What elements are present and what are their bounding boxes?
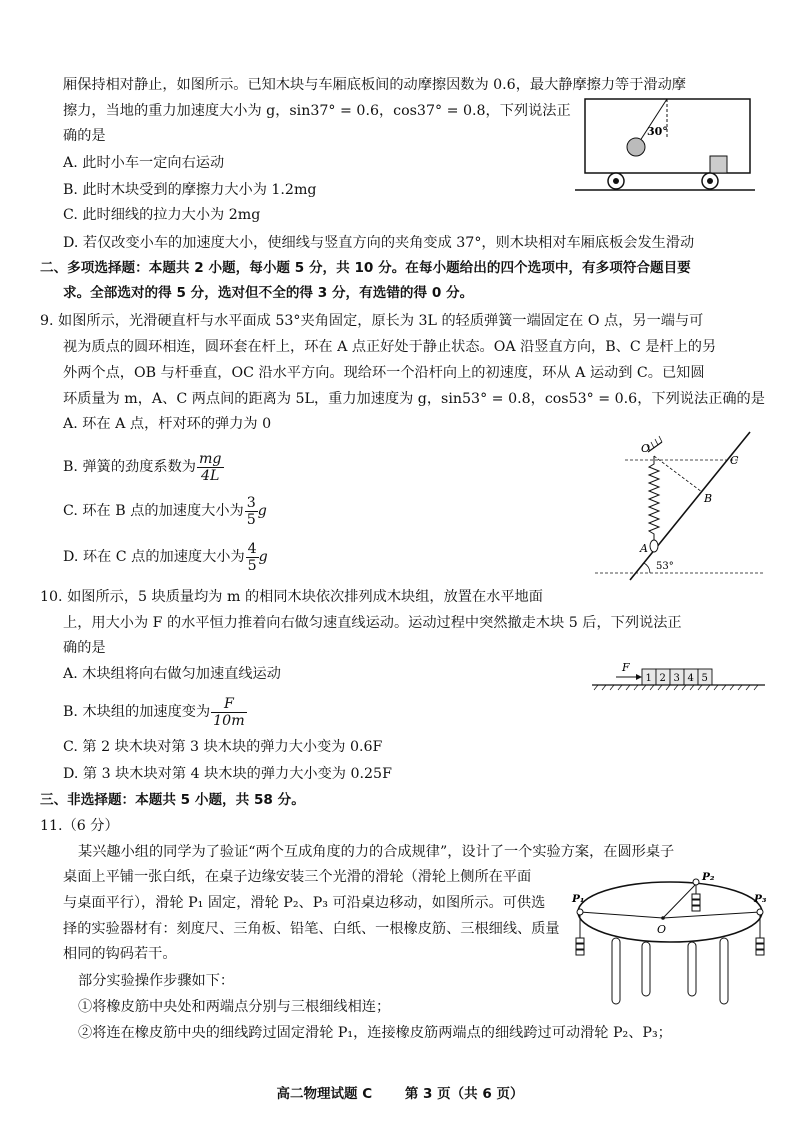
q10-option-b bbox=[63, 692, 247, 732]
q10-stem-line-1: 10. 如图所示，5 块质量均为 m 的相同木块依次排列成木块组，放置在水平地面 bbox=[40, 589, 543, 605]
hook-weight bbox=[576, 950, 584, 955]
q10-force-label: F bbox=[622, 661, 630, 674]
q8-option-a: A. 此时小车一定向右运动 bbox=[63, 155, 225, 171]
block-number: 1 bbox=[645, 673, 652, 684]
q9-option-d bbox=[63, 537, 268, 577]
table-top bbox=[578, 882, 762, 942]
q9-rod-spring-figure bbox=[590, 430, 770, 585]
q9-label-c: C bbox=[730, 454, 739, 467]
q11-line-8: ②将连在橡皮筋中央的细线跨过固定滑轮 P₁，连接橡皮筋两端点的细线跨过可动滑轮 P₂、P₃； bbox=[78, 1025, 672, 1041]
hook-weight bbox=[756, 950, 764, 955]
node-o bbox=[661, 916, 665, 920]
table-leg bbox=[642, 942, 650, 996]
q10-stem-line-2: 上，用大小为 F 的水平恒力推着向右做匀速直线运动。运动过程中突然撤走木块 5 后，下列说法正 bbox=[63, 615, 682, 631]
footer-page-number: 第 3 页（共 6 页） bbox=[404, 1086, 524, 1102]
q11-line-1: 某兴趣小组的同学为了验证“两个互成角度的力的合成规律”，设计了一个实验方案，在圆形桌子 bbox=[78, 844, 675, 860]
q10-blocks-figure bbox=[590, 660, 770, 694]
fraction-numerator: F bbox=[211, 696, 247, 713]
line-ob-dashed bbox=[654, 456, 702, 492]
q11-table-figure bbox=[570, 862, 770, 1010]
angle-arc bbox=[644, 563, 650, 573]
section-2-title-line-2: 求。全部选对的得 5 分，选对但不全的得 3 分，有选错的得 0 分。 bbox=[63, 285, 474, 301]
section-3-title: 三、非选择题：本题共 5 小题，共 58 分。 bbox=[40, 792, 305, 808]
fraction-denominator: 5 bbox=[246, 511, 256, 528]
q11-line-4: 择的实验器材有：刻度尺、三角板、铅笔、白纸、一根橡皮筋、三根细线、质量 bbox=[63, 921, 560, 937]
q8-cart-figure bbox=[570, 95, 760, 205]
q11-line-2: 桌面上平铺一张白纸，在桌子边缘安装三个光滑的滑轮（滑轮上侧所在平面 bbox=[63, 869, 532, 885]
table-leg bbox=[720, 938, 728, 1004]
pendulum-ball bbox=[627, 138, 645, 156]
hook-weight bbox=[692, 900, 700, 905]
q8-stem-line-3: 确的是 bbox=[63, 128, 106, 144]
q9-option-a: A. 环在 A 点，杆对环的弹力为 0 bbox=[63, 416, 272, 432]
fraction-denominator: 10m bbox=[213, 712, 245, 729]
q9-option-d-text: D. 环在 C 点的加速度大小为 bbox=[63, 549, 245, 565]
q9-option-b bbox=[63, 447, 224, 487]
q10-option-a: A. 木块组将向右做匀加速直线运动 bbox=[63, 666, 281, 682]
hook-weight bbox=[576, 944, 584, 949]
q11-line-6: 部分实验操作步骤如下： bbox=[78, 973, 235, 989]
q9-stem-line-4: 环质量为 m，A、C 两点间的距离为 5L，重力加速度为 g，sin53° = 0.8，cos53° = 0.6，下列说法正确的是 bbox=[63, 391, 765, 407]
block-number: 4 bbox=[687, 673, 694, 684]
q10-option-c: C. 第 2 块木块对第 3 块木块的弹力大小变为 0.6F bbox=[63, 739, 383, 755]
fraction-numerator: 4 bbox=[247, 540, 257, 557]
hook-weight bbox=[692, 906, 700, 911]
q9-option-d-unit: g bbox=[258, 549, 268, 565]
q11-label-o: O bbox=[657, 923, 667, 936]
q9-option-b-text: B. 弹簧的劲度系数为 bbox=[63, 459, 196, 475]
page-footer bbox=[0, 1082, 800, 1102]
q8-option-b: B. 此时木块受到的摩擦力大小为 1.2mg bbox=[63, 182, 317, 198]
q10-stem-line-3: 确的是 bbox=[63, 640, 106, 656]
q8-angle-label: 30° bbox=[647, 125, 668, 138]
fraction-numerator: mg bbox=[198, 450, 222, 467]
ring bbox=[650, 540, 658, 552]
q9-label-o: O bbox=[641, 442, 651, 455]
table-leg bbox=[688, 942, 696, 996]
hook-weight bbox=[576, 938, 584, 943]
q9-option-d-fraction bbox=[246, 541, 259, 574]
fraction-denominator: 4L bbox=[201, 467, 220, 484]
q9-option-c-text: C. 环在 B 点的加速度大小为 bbox=[63, 503, 244, 519]
hook-weight bbox=[692, 894, 700, 899]
q9-option-c bbox=[63, 491, 267, 531]
q10-option-d: D. 第 3 块木块对第 4 块木块的弹力大小变为 0.25F bbox=[63, 766, 392, 782]
footer-title: 高二物理试题 C bbox=[276, 1086, 373, 1102]
q11-line-3: 与桌面平行），滑轮 P₁ 固定，滑轮 P₂、P₃ 可沿桌边移动，如图所示。可供选 bbox=[63, 895, 546, 911]
q8-stem-line-2: 擦力，当地的重力加速度大小为 g，sin37° = 0.6，cos37° = 0.8，下列说法正 bbox=[63, 103, 571, 119]
section-2-title-line-1: 二、多项选择题：本题共 2 小题，每小题 5 分，共 10 分。在每小题给出的四个选项中，有多项符合题目要 bbox=[40, 260, 691, 276]
q11-label-p2: P₂ bbox=[702, 871, 715, 883]
q9-option-b-fraction bbox=[197, 451, 224, 484]
q11-header: 11.（6 分） bbox=[40, 818, 119, 834]
pulley-p3 bbox=[757, 909, 763, 915]
spring bbox=[649, 456, 659, 542]
block-number: 2 bbox=[659, 673, 666, 684]
q9-option-c-unit: g bbox=[257, 503, 267, 519]
q9-stem-line-3: 外两个点，OB 与杆垂直，OC 沿水平方向。现给环一个沿杆向上的初速度，环从 A 运动到 C。已知圆 bbox=[63, 365, 705, 381]
pulley-p2 bbox=[693, 879, 699, 885]
q11-line-5: 相同的钩码若干。 bbox=[63, 946, 177, 962]
table-leg bbox=[612, 938, 620, 1004]
q9-option-c-fraction bbox=[245, 495, 258, 528]
q10-option-b-fraction bbox=[211, 696, 247, 729]
q11-label-p3: P₃ bbox=[754, 893, 767, 905]
block-number: 5 bbox=[701, 673, 708, 684]
hook-weight bbox=[756, 944, 764, 949]
block-number: 3 bbox=[673, 673, 680, 684]
q8-option-d: D. 若仅改变小车的加速度大小，使细线与竖直方向的夹角变成 37°，则木块相对车厢底板会发生滑动 bbox=[63, 235, 695, 251]
hook-weight bbox=[756, 938, 764, 943]
q10-option-b-text: B. 木块组的加速度变为 bbox=[63, 704, 211, 720]
q9-stem-line-1: 9. 如图所示，光滑硬直杆与水平面成 53°夹角固定，原长为 3L 的轻质弹簧一端固定在 O 点，另一端与可 bbox=[40, 313, 704, 329]
q11-line-7: ①将橡皮筋中央处和两端点分别与三根细线相连； bbox=[78, 999, 391, 1015]
fraction-denominator: 5 bbox=[247, 557, 257, 574]
q9-label-b: B bbox=[704, 492, 713, 505]
q9-label-a: A bbox=[640, 542, 648, 555]
q8-stem-line-1: 厢保持相对静止，如图所示。已知木块与车厢底板间的动摩擦因数为 0.6，最大静摩擦力等于滑动摩 bbox=[63, 77, 686, 93]
block-row bbox=[642, 669, 712, 685]
pulley-p1 bbox=[577, 909, 583, 915]
q11-label-p1: P₁ bbox=[572, 893, 585, 905]
q8-option-c: C. 此时细线的拉力大小为 2mg bbox=[63, 207, 261, 223]
fraction-numerator: 3 bbox=[246, 494, 256, 511]
q9-angle-label: 53° bbox=[656, 561, 674, 572]
wooden-block bbox=[710, 156, 727, 173]
q9-stem-line-2: 视为质点的圆环相连，圆环套在杆上，环在 A 点正好处于静止状态。OA 沿竖直方向，B、C 是杆上的另 bbox=[63, 339, 717, 355]
